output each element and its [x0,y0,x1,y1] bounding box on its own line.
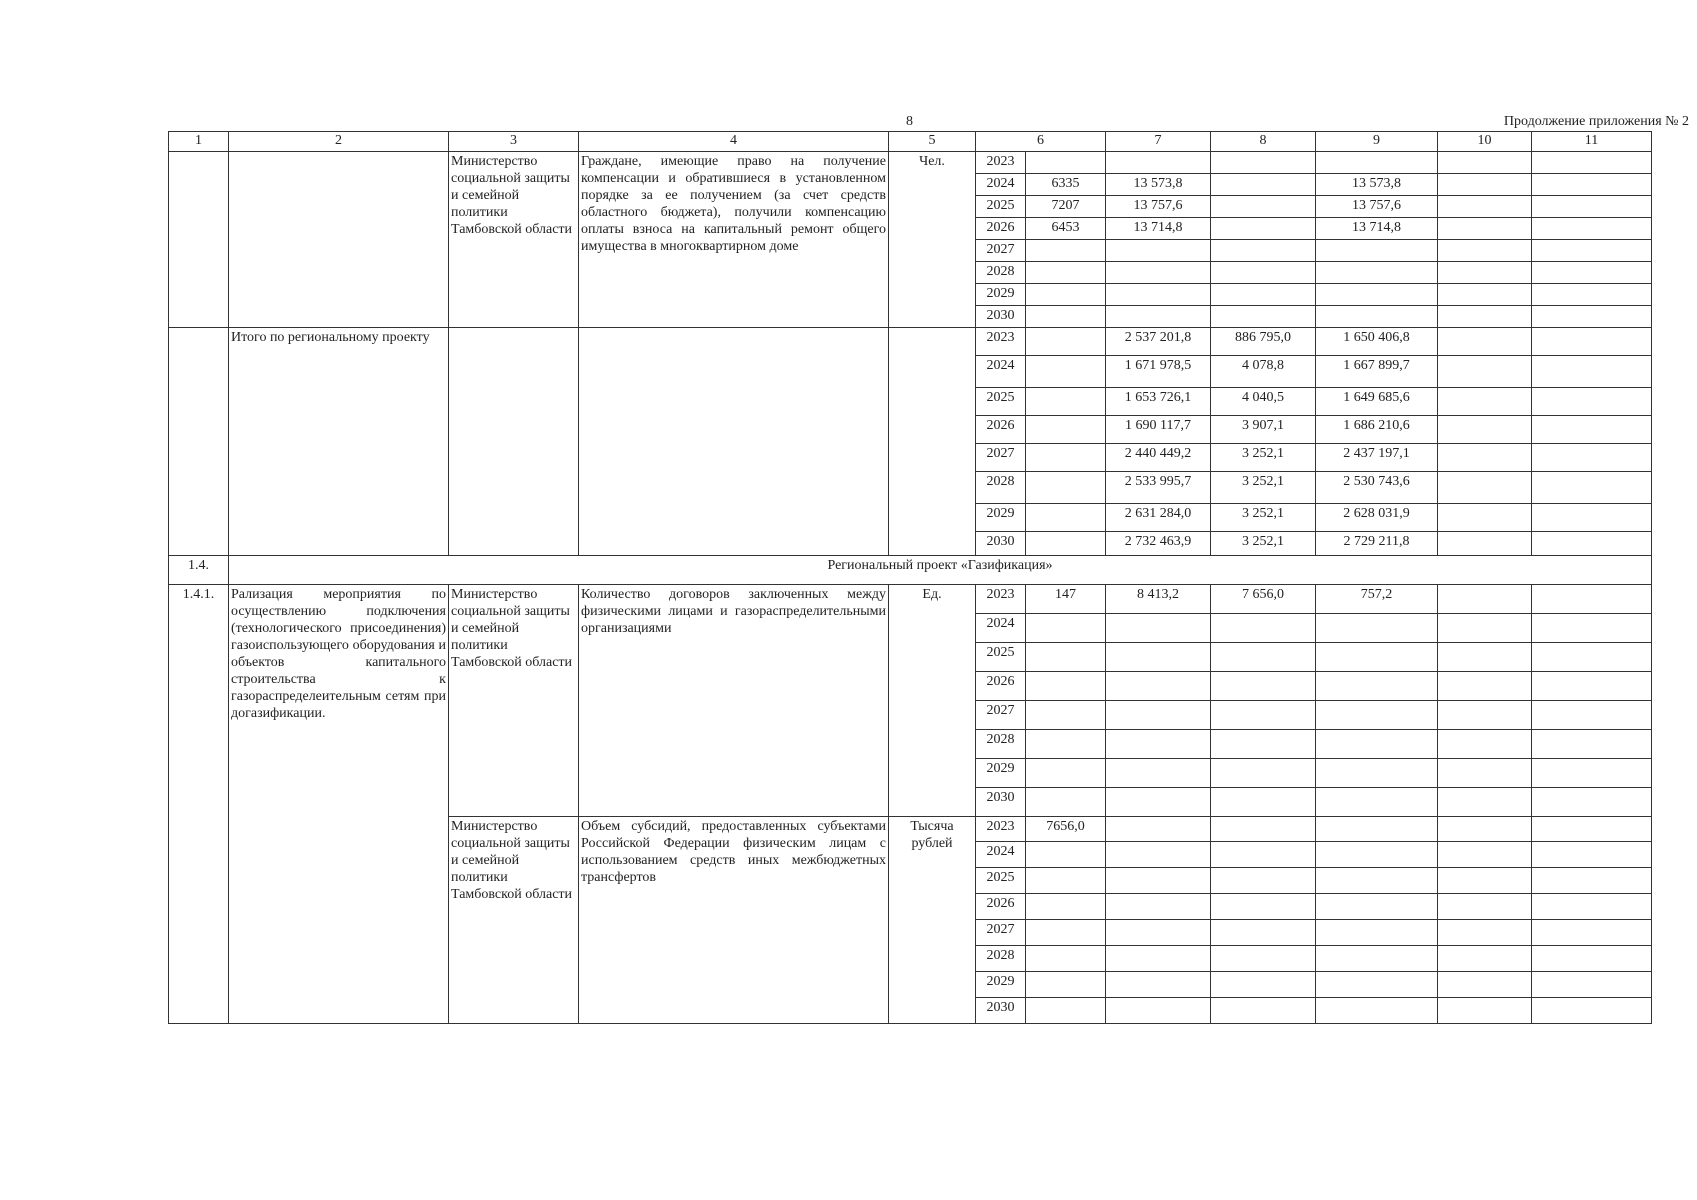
column-header: 5 [889,132,976,152]
value-cell [1106,306,1211,328]
value-cell [1026,868,1106,894]
cell-empty [169,152,229,328]
year-cell: 2024 [976,614,1026,643]
cell-empty [1438,946,1532,972]
year-cell: 2029 [976,972,1026,998]
cell-empty [1026,356,1106,388]
value-cell [1026,240,1106,262]
cell-empty [1211,868,1316,894]
cell-empty [1026,444,1106,472]
year-cell: 2028 [976,262,1026,284]
cell-empty [1532,174,1652,196]
event-description: Рализация мероприятия по осуществлению подключения (технологического присоединения) газоиспользующего оборудования и объектов капитального строительства к газораспределеительным сетям при догазификации. [229,585,449,1024]
cell-empty [1532,998,1652,1024]
cell-empty [1438,196,1532,218]
year-cell: 2023 [976,817,1026,842]
value-cell [1211,672,1316,701]
year-cell: 2029 [976,504,1026,532]
cell-empty [1106,894,1211,920]
responsible-cell: Министерство социальной защиты и семейной политики Тамбовской области [449,817,579,1024]
cell-empty [1438,240,1532,262]
value-cell: 13 714,8 [1316,218,1438,240]
value-cell: 6335 [1026,174,1106,196]
cell-empty [1532,788,1652,817]
cell-empty [1316,920,1438,946]
value-cell [1316,672,1438,701]
cell-empty [1532,894,1652,920]
value-cell [1106,152,1211,174]
value-cell: 2 530 743,6 [1316,472,1438,504]
cell-empty [1438,532,1532,556]
value-cell: 2 440 449,2 [1106,444,1211,472]
year-cell: 2025 [976,868,1026,894]
column-header: 4 [579,132,889,152]
value-cell [1106,240,1211,262]
value-cell [1026,946,1106,972]
item-number: 1.4.1. [169,585,229,1024]
cell-empty [1106,972,1211,998]
year-cell: 2026 [976,218,1026,240]
program-table [168,131,1652,1024]
value-cell: 4 078,8 [1211,356,1316,388]
cell-empty [1438,842,1532,868]
column-header: 2 [229,132,449,152]
value-cell: 7207 [1026,196,1106,218]
year-cell: 2029 [976,284,1026,306]
value-cell [1106,643,1211,672]
block-total [169,328,1652,556]
table-row [169,328,1652,356]
value-cell [1211,196,1316,218]
responsible-cell: Министерство социальной защиты и семейной политики Тамбовской области [449,585,579,817]
value-cell: 2 437 197,1 [1316,444,1438,472]
cell-empty [1211,946,1316,972]
cell-empty [1106,920,1211,946]
year-cell: 2026 [976,894,1026,920]
value-cell: 2 537 201,8 [1106,328,1211,356]
cell-empty [1211,998,1316,1024]
year-cell: 2023 [976,328,1026,356]
cell-empty [1316,894,1438,920]
value-cell [1316,152,1438,174]
year-cell: 2027 [976,701,1026,730]
cell-empty [1532,328,1652,356]
cell-empty [1532,672,1652,701]
cell-empty [1438,759,1532,788]
cell-empty [1532,306,1652,328]
value-cell [1106,701,1211,730]
cell-empty [1106,946,1211,972]
year-cell: 2027 [976,240,1026,262]
cell-empty [1438,894,1532,920]
cell-empty [1316,972,1438,998]
cell-empty [1438,972,1532,998]
cell-empty [1438,472,1532,504]
cell-empty [1438,868,1532,894]
value-cell: 1 671 978,5 [1106,356,1211,388]
value-cell: 7 656,0 [1211,585,1316,614]
cell-empty [1532,759,1652,788]
value-cell: 2 533 995,7 [1106,472,1211,504]
value-cell [1316,788,1438,817]
value-cell [1316,614,1438,643]
cell-empty [1026,504,1106,532]
column-number-row [169,132,1652,152]
cell-empty [1532,356,1652,388]
cell-empty [1316,998,1438,1024]
value-cell: 1 653 726,1 [1106,388,1211,416]
column-header: 8 [1211,132,1316,152]
cell-empty [1026,388,1106,416]
value-cell: 3 252,1 [1211,444,1316,472]
cell-empty [1438,701,1532,730]
cell-empty [1532,218,1652,240]
cell-empty [1438,920,1532,946]
value-cell: 13 573,8 [1106,174,1211,196]
cell-empty [1438,998,1532,1024]
cell-empty [1026,532,1106,556]
column-header: 10 [1438,132,1532,152]
year-cell: 2028 [976,730,1026,759]
cell-empty [1532,920,1652,946]
cell-empty [1532,388,1652,416]
value-cell [1026,672,1106,701]
cell-empty [1106,868,1211,894]
cell-empty [1532,240,1652,262]
cell-empty [1438,262,1532,284]
indicator-cell: Граждане, имеющие право на получение компенсации и обратившиеся в установленном порядке за ее получением (за счет средств областного бюджета), получили компенсацию оплаты взноса на капитальный ремонт общего имущества в многоквартирном доме [579,152,889,328]
value-cell: 13 573,8 [1316,174,1438,196]
value-cell [1211,788,1316,817]
continuation-note: Продолжение приложения № 2 [1503,114,1689,129]
year-cell: 2025 [976,388,1026,416]
total-label: Итого по региональному проекту [229,328,449,556]
value-cell [1026,701,1106,730]
section-row [169,556,1652,585]
value-cell [1026,788,1106,817]
column-header: 11 [1532,132,1652,152]
value-cell [1211,218,1316,240]
year-cell: 2026 [976,672,1026,701]
value-cell [1026,614,1106,643]
year-cell: 2030 [976,998,1026,1024]
cell-empty [1026,328,1106,356]
value-cell [1211,643,1316,672]
cell-empty [1438,218,1532,240]
year-cell: 2030 [976,532,1026,556]
block-compensation [169,152,1652,328]
indicator-cell: Объем субсидий, предоставленных субъектами Российской Федерации физическим лицам с использованием средств иных межбюджетных трансфертов [579,817,889,1024]
cell-empty [1532,196,1652,218]
value-cell [1211,701,1316,730]
year-cell: 2028 [976,946,1026,972]
value-cell: 3 252,1 [1211,504,1316,532]
value-cell: 1 650 406,8 [1316,328,1438,356]
section-title: Региональный проект «Газификация» [229,556,1652,585]
unit-cell: Ед. [889,585,976,817]
cell-empty [1316,817,1438,842]
value-cell [1106,788,1211,817]
value-cell [1316,240,1438,262]
cell-empty [1532,614,1652,643]
cell-empty [1532,817,1652,842]
page-number: 8 [906,114,913,129]
value-cell: 147 [1026,585,1106,614]
cell-empty [1438,174,1532,196]
cell-empty [1532,643,1652,672]
value-cell [1106,284,1211,306]
value-cell [1026,998,1106,1024]
value-cell [1211,262,1316,284]
cell-empty [1438,356,1532,388]
value-cell [1316,284,1438,306]
value-cell [1106,759,1211,788]
value-cell: 1 686 210,6 [1316,416,1438,444]
value-cell: 8 413,2 [1106,585,1211,614]
cell-empty [1438,614,1532,643]
cell-empty [1532,152,1652,174]
cell-empty [1438,388,1532,416]
value-cell [1316,643,1438,672]
cell-empty [1211,894,1316,920]
column-header: 1 [169,132,229,152]
cell-empty [1211,842,1316,868]
value-cell: 1 690 117,7 [1106,416,1211,444]
cell-empty [1438,643,1532,672]
value-cell: 13 757,6 [1316,196,1438,218]
value-cell: 13 714,8 [1106,218,1211,240]
section-number: 1.4. [169,556,229,585]
cell-empty [1532,868,1652,894]
value-cell [1026,759,1106,788]
cell-empty [1438,152,1532,174]
year-cell: 2027 [976,920,1026,946]
value-cell [1026,972,1106,998]
value-cell: 4 040,5 [1211,388,1316,416]
cell-empty [1532,416,1652,444]
cell-empty [1532,472,1652,504]
value-cell: 2 732 463,9 [1106,532,1211,556]
column-header: 3 [449,132,579,152]
value-cell: 7656,0 [1026,817,1106,842]
year-cell: 2025 [976,643,1026,672]
cell-empty [1438,585,1532,614]
value-cell [1316,701,1438,730]
table-row [169,152,1652,174]
column-header: 6 [976,132,1106,152]
value-cell [1211,306,1316,328]
value-cell: 3 252,1 [1211,472,1316,504]
year-cell: 2027 [976,444,1026,472]
value-cell [1316,759,1438,788]
cell-empty [889,328,976,556]
value-cell [1316,730,1438,759]
year-cell: 2026 [976,416,1026,444]
cell-empty [1532,585,1652,614]
cell-empty [1106,998,1211,1024]
year-cell: 2025 [976,196,1026,218]
cell-empty [1316,842,1438,868]
cell-empty [1438,444,1532,472]
value-cell: 2 631 284,0 [1106,504,1211,532]
value-cell [1026,306,1106,328]
value-cell: 757,2 [1316,585,1438,614]
value-cell: 1 649 685,6 [1316,388,1438,416]
value-cell [1026,262,1106,284]
block-gasification [169,585,1652,1024]
year-cell: 2024 [976,842,1026,868]
value-cell [1026,152,1106,174]
cell-empty [1026,416,1106,444]
cell-empty [1438,284,1532,306]
cell-empty [1106,817,1211,842]
cell-empty [1438,504,1532,532]
cell-empty [1438,672,1532,701]
value-cell: 13 757,6 [1106,196,1211,218]
cell-empty [1532,730,1652,759]
value-cell [1106,262,1211,284]
value-cell [1211,730,1316,759]
value-cell: 886 795,0 [1211,328,1316,356]
cell-empty [1532,701,1652,730]
cell-empty [1532,284,1652,306]
column-header: 7 [1106,132,1211,152]
cell-empty [579,328,889,556]
cell-empty [1438,730,1532,759]
cell-empty [1211,817,1316,842]
cell-empty [1438,416,1532,444]
indicator-cell: Количество договоров заключенных между физическими лицами и газораспределительными организациями [579,585,889,817]
value-cell [1316,262,1438,284]
value-cell: 1 667 899,7 [1316,356,1438,388]
cell-empty [1438,328,1532,356]
value-cell [1026,920,1106,946]
value-cell [1026,842,1106,868]
year-cell: 2024 [976,174,1026,196]
value-cell: 2 729 211,8 [1316,532,1438,556]
cell-empty [1532,262,1652,284]
unit-cell: Тысяча рублей [889,817,976,1024]
value-cell [1026,894,1106,920]
year-cell: 2028 [976,472,1026,504]
year-cell: 2030 [976,788,1026,817]
value-cell: 6453 [1026,218,1106,240]
cell-empty [1211,972,1316,998]
value-cell [1106,614,1211,643]
year-cell: 2029 [976,759,1026,788]
value-cell [1106,672,1211,701]
value-cell [1211,174,1316,196]
value-cell [1211,152,1316,174]
value-cell [1106,730,1211,759]
unit-cell: Чел. [889,152,976,328]
cell-empty [1438,817,1532,842]
value-cell [1211,759,1316,788]
table-row [169,585,1652,614]
year-cell: 2024 [976,356,1026,388]
year-cell: 2030 [976,306,1026,328]
cell-empty [1026,472,1106,504]
cell-empty [1316,946,1438,972]
cell-empty [1532,504,1652,532]
responsible-cell: Министерство социальной защиты и семейной политики Тамбовской области [449,152,579,328]
value-cell: 2 628 031,9 [1316,504,1438,532]
value-cell [1211,284,1316,306]
cell-empty [1532,532,1652,556]
column-header: 9 [1316,132,1438,152]
year-cell: 2023 [976,585,1026,614]
cell-empty [1211,920,1316,946]
value-cell: 3 907,1 [1211,416,1316,444]
value-cell [1211,614,1316,643]
cell-empty [1316,868,1438,894]
cell-empty [1438,788,1532,817]
cell-empty [169,328,229,556]
value-cell [1316,306,1438,328]
cell-empty [1532,972,1652,998]
value-cell: 3 252,1 [1211,532,1316,556]
value-cell [1026,643,1106,672]
cell-empty [229,152,449,328]
value-cell [1026,730,1106,759]
cell-empty [1106,842,1211,868]
cell-empty [1532,444,1652,472]
cell-empty [1438,306,1532,328]
value-cell [1026,284,1106,306]
cell-empty [1532,842,1652,868]
cell-empty [1532,946,1652,972]
cell-empty [449,328,579,556]
year-cell: 2023 [976,152,1026,174]
value-cell [1211,240,1316,262]
